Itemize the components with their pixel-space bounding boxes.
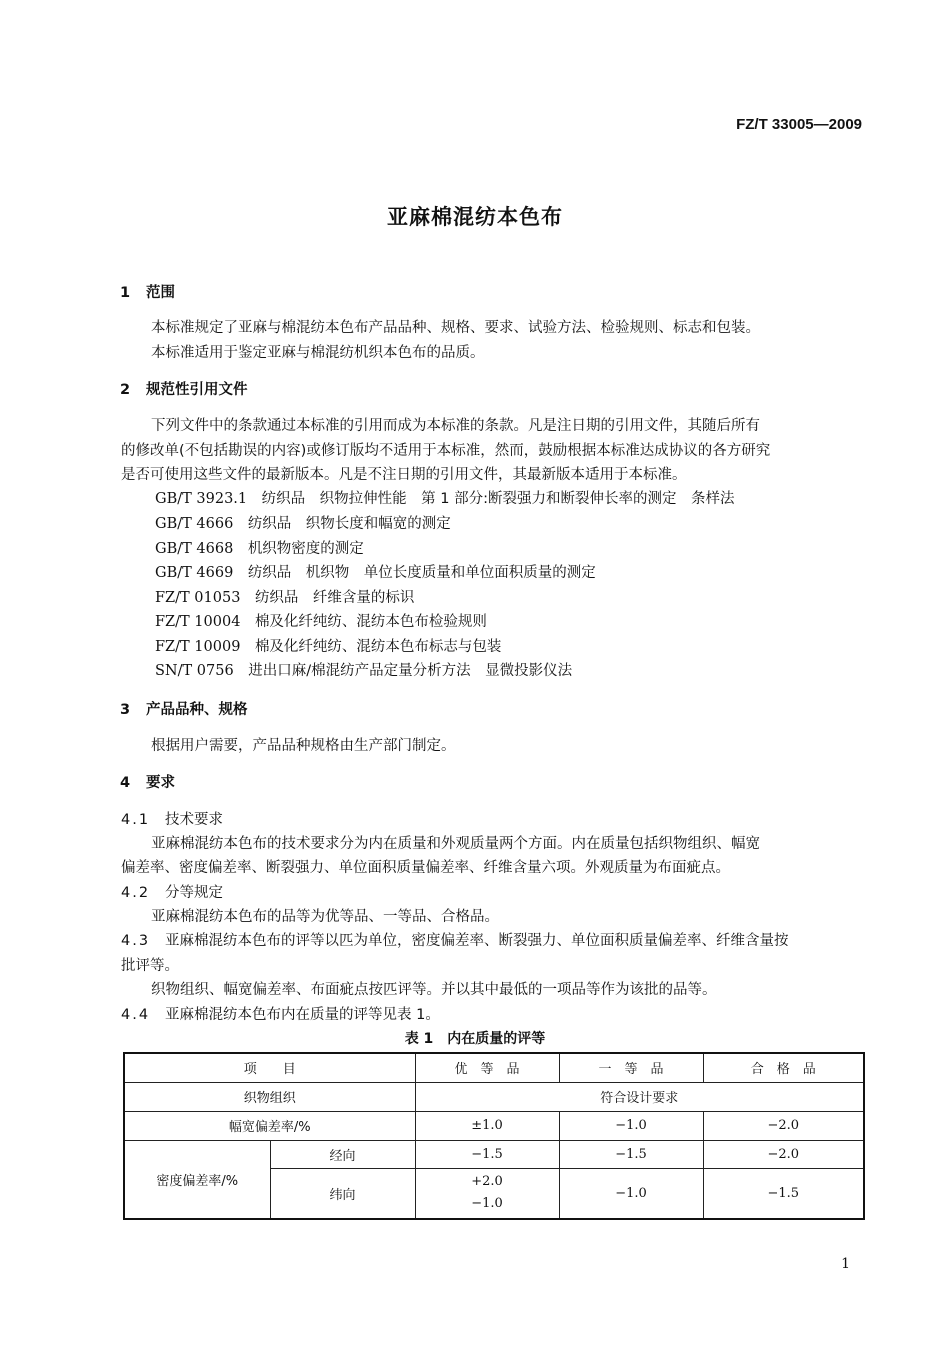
cell-value: −2.0: [703, 1140, 864, 1168]
row-label: 幅宽偏差率/%: [124, 1111, 415, 1140]
paragraph: 亚麻棉混纺本色布的品等为优等品、一等品、合格品。: [151, 909, 499, 925]
paragraph: 本标准适用于鉴定亚麻与棉混纺机织本色布的品质。: [151, 345, 485, 361]
header-item: 项 目: [124, 1053, 415, 1082]
paragraph: 亚麻棉混纺本色布的技术要求分为内在质量和外观质量两个方面。内在质量包括织物组织、幅宽: [151, 836, 760, 852]
cell-value: ±1.0: [415, 1111, 559, 1140]
document-title: 亚麻棉混纺本色布: [387, 205, 563, 229]
subsection-4-3: [121, 929, 789, 950]
cell-value: −1.5: [415, 1140, 559, 1168]
reference-title: 机织物密度的测定: [247, 541, 364, 557]
section-2-heading: [120, 378, 248, 399]
cell-value: [415, 1168, 559, 1219]
cell-value: −2.0: [703, 1111, 864, 1140]
sub-row-label: 经向: [270, 1140, 415, 1168]
subsection-4-1-heading: [121, 808, 223, 829]
section-4-heading: [120, 771, 175, 792]
reference-item: [155, 561, 596, 582]
table-row: [124, 1111, 864, 1140]
section-title: 要求: [146, 775, 175, 791]
cell-value: −1.0: [559, 1168, 703, 1219]
paragraph: 的修改单(不包括勘误的内容)或修订版均不适用于本标准，然而，鼓励根据本标准达成协议的各方研究: [121, 443, 771, 459]
reference-code: SN/T 0756: [155, 663, 234, 679]
header-grade-premium: 优 等 品: [415, 1053, 559, 1082]
subsection-number: 4.1: [121, 812, 151, 828]
row-label: 密度偏差率/%: [124, 1140, 270, 1219]
page-number: 1: [841, 1256, 850, 1272]
reference-code: FZ/T 01053: [155, 590, 241, 606]
reference-code: FZ/T 10004: [155, 614, 241, 630]
reference-item: [155, 635, 501, 656]
subsection-4-2-heading: [121, 881, 223, 902]
section-1-heading: [120, 281, 175, 302]
cell-value: −1.5: [559, 1140, 703, 1168]
table-row: [124, 1140, 864, 1168]
reference-code: FZ/T 10009: [155, 639, 241, 655]
reference-title: 进出口麻/棉混纺产品定量分析方法 显微投影仪法: [248, 663, 573, 679]
paragraph: 是否可使用这些文件的最新版本。凡是不注日期的引用文件，其最新版本适用于本标准。: [121, 467, 687, 483]
reference-item: [155, 610, 487, 631]
quality-grading-table: [123, 1052, 865, 1220]
paragraph: 亚麻棉混纺本色布内在质量的评等见表 1。: [165, 1007, 440, 1023]
section-title: 产品品种、规格: [146, 702, 248, 718]
section-title: 规范性引用文件: [146, 382, 248, 398]
row-label: 织物组织: [124, 1082, 415, 1111]
subsection-4-4: [121, 1003, 440, 1024]
cell-value: −1.0: [559, 1111, 703, 1140]
section-number: 2: [120, 382, 131, 398]
reference-title: 纺织品 纤维含量的标识: [254, 590, 415, 606]
subsection-title: 分等规定: [165, 885, 223, 901]
subsection-number: 4.4: [121, 1007, 151, 1023]
reference-title: 棉及化纤纯纺、混纺本色布标志与包装: [254, 639, 502, 655]
paragraph: 本标准规定了亚麻与棉混纺本色布产品品种、规格、要求、试验方法、检验规则、标志和包装。: [151, 320, 760, 336]
reference-title: 纺织品 机织物 单位长度质量和单位面积质量的测定: [247, 565, 596, 581]
subsection-number: 4.2: [121, 885, 151, 901]
subsection-title: 技术要求: [165, 812, 223, 828]
table-caption: 表 1 内在质量的评等: [404, 1031, 546, 1047]
reference-code: GB/T 4668: [155, 541, 234, 557]
cell-value: −1.5: [703, 1168, 864, 1219]
paragraph: 批评等。: [121, 958, 179, 974]
table-row: [124, 1082, 864, 1111]
standard-code: FZ/T 33005—2009: [736, 116, 862, 133]
cell-value-upper: +2.0: [471, 1174, 503, 1190]
reference-item: [155, 512, 451, 533]
reference-title: 纺织品 织物拉伸性能 第 1 部分:断裂强力和断裂伸长率的测定 条样法: [261, 491, 735, 507]
header-grade-qualified: 合 格 品: [703, 1053, 864, 1082]
subsection-number: 4.3: [121, 933, 151, 949]
reference-item: [155, 659, 572, 680]
reference-code: GB/T 4669: [155, 565, 234, 581]
sub-row-label: 纬向: [270, 1168, 415, 1219]
cell-value: 符合设计要求: [415, 1082, 864, 1111]
reference-title: 棉及化纤纯纺、混纺本色布检验规则: [254, 614, 487, 630]
paragraph: 织物组织、幅宽偏差率、布面疵点按匹评等。并以其中最低的一项品等作为该批的品等。: [151, 982, 717, 998]
reference-code: GB/T 3923.1: [155, 491, 248, 507]
paragraph: 亚麻棉混纺本色布的评等以匹为单位，密度偏差率、断裂强力、单位面积质量偏差率、纤维含量按: [165, 933, 789, 949]
section-number: 1: [120, 285, 131, 301]
section-number: 4: [120, 775, 131, 791]
paragraph: 偏差率、密度偏差率、断裂强力、单位面积质量偏差率、纤维含量六项。外观质量为布面疵点。: [121, 860, 730, 876]
paragraph: 根据用户需要，产品品种规格由生产部门制定。: [151, 738, 456, 754]
reference-code: GB/T 4666: [155, 516, 234, 532]
paragraph: 下列文件中的条款通过本标准的引用而成为本标准的条款。凡是注日期的引用文件，其随后所有: [151, 418, 760, 434]
reference-item: [155, 586, 414, 607]
section-number: 3: [120, 702, 131, 718]
reference-title: 纺织品 织物长度和幅宽的测定: [247, 516, 451, 532]
reference-item: [155, 537, 364, 558]
cell-value-lower: −1.0: [471, 1196, 503, 1212]
section-3-heading: [120, 698, 248, 719]
table-header-row: [124, 1053, 864, 1082]
header-grade-first: 一 等 品: [559, 1053, 703, 1082]
reference-item: [155, 487, 734, 508]
section-title: 范围: [146, 285, 175, 301]
